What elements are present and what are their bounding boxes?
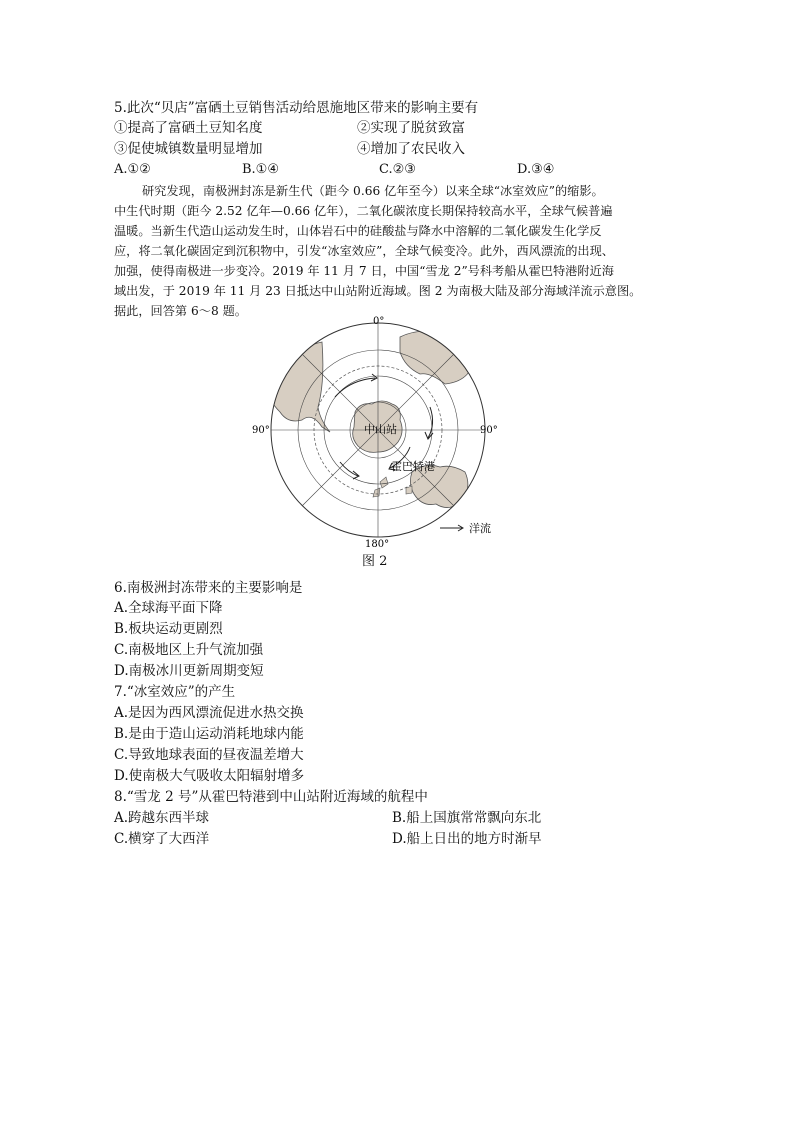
passage-line-3: 温暖。当新生代造山运动发生时，山体岩石中的硅酸盐与降水中溶解的二氧化碳发生化学反 [114, 224, 602, 238]
passage-line-7: 据此，回答第 6～8 题。 [114, 304, 247, 318]
q8-option-d: D.船上日出的地方时渐早 [392, 831, 542, 847]
q8-option-a: A.跨越东西半球 [114, 810, 210, 826]
antarctica-current-map [240, 312, 540, 552]
hobart-port-label: 霍巴特港 [391, 460, 435, 473]
label-0-degree: 0° [373, 316, 385, 327]
q7-option-c: C.导致地球表面的昼夜温差增大 [114, 747, 304, 763]
q5-item-4: ④增加了农民收入 [357, 141, 465, 157]
q5-item-3: ③促使城镇数量明显增加 [114, 141, 263, 157]
q8-option-b: B.船上国旗常常飘向东北 [392, 810, 542, 826]
q5-option-d: D.③④ [517, 162, 555, 177]
current-arrowhead-1 [371, 374, 377, 381]
figure-caption: 图 2 [362, 554, 388, 569]
q7-option-b: B.是由于造山运动消耗地球内能 [114, 726, 304, 742]
q5-option-a: A.①② [114, 162, 151, 177]
label-90-east: 90° [480, 425, 498, 436]
label-180-degree: 180° [365, 539, 390, 550]
passage-line-6: 域出发，于 2019 年 11 月 23 日抵达中山站附近海域。图 2 为南极大陆及部分海域洋流示意图。 [114, 284, 642, 298]
africa-landmass [400, 331, 472, 384]
q5-item-2: ②实现了脱贫致富 [357, 120, 465, 136]
passage-line-5: 加强，使得南极进一步变冷。2019 年 11 月 7 日，中国“雪龙 2”号科考船从霍巴特港附近海 [114, 264, 614, 278]
passage-line-2: 中生代时期（距今 2.52 亿年—0.66 亿年），二氧化碳浓度长期保持较高水平，全球气候普遍 [114, 204, 613, 218]
q5-item-1: ①提高了富硒土豆知名度 [114, 120, 263, 136]
q5-option-c: C.②③ [379, 162, 416, 177]
q6-option-a: A.全球海平面下降 [114, 600, 223, 616]
q6-option-d: D.南极冰川更新周期变短 [114, 663, 264, 679]
legend-ocean-current: 洋流 [469, 522, 491, 535]
q7-stem: 7.“冰室效应”的产生 [114, 684, 236, 700]
q8-option-c: C.横穿了大西洋 [114, 831, 210, 847]
label-90-west: 90° [252, 425, 270, 436]
q5-option-b: B.①④ [242, 162, 279, 177]
q5-stem: 5.此次“贝店”富硒土豆销售活动给恩施地区带来的影响主要有 [114, 100, 479, 116]
q6-option-b: B.板块运动更剧烈 [114, 621, 223, 637]
q8-stem: 8.“雪龙 2 号”从霍巴特港到中山站附近海域的航程中 [114, 789, 428, 805]
q7-option-d: D.使南极大气吸收太阳辐射增多 [114, 768, 305, 784]
passage-line-1: 研究发现，南极洲封冻是新生代（距今 0.66 亿年至今）以来全球“冰室效应”的缩影。 [142, 184, 604, 198]
q6-stem: 6.南极洲封冻带来的主要影响是 [114, 580, 303, 596]
q6-option-c: C.南极地区上升气流加强 [114, 642, 264, 658]
passage-line-4: 应，将二氧化碳固定到沉积物中，引发“冰室效应”，全球气候变冷。此外，西风漂流的出现、 [114, 244, 614, 258]
q7-option-a: A.是因为西风漂流促进水热交换 [114, 705, 304, 721]
zhongshan-station-label: 中山站 [364, 423, 397, 436]
